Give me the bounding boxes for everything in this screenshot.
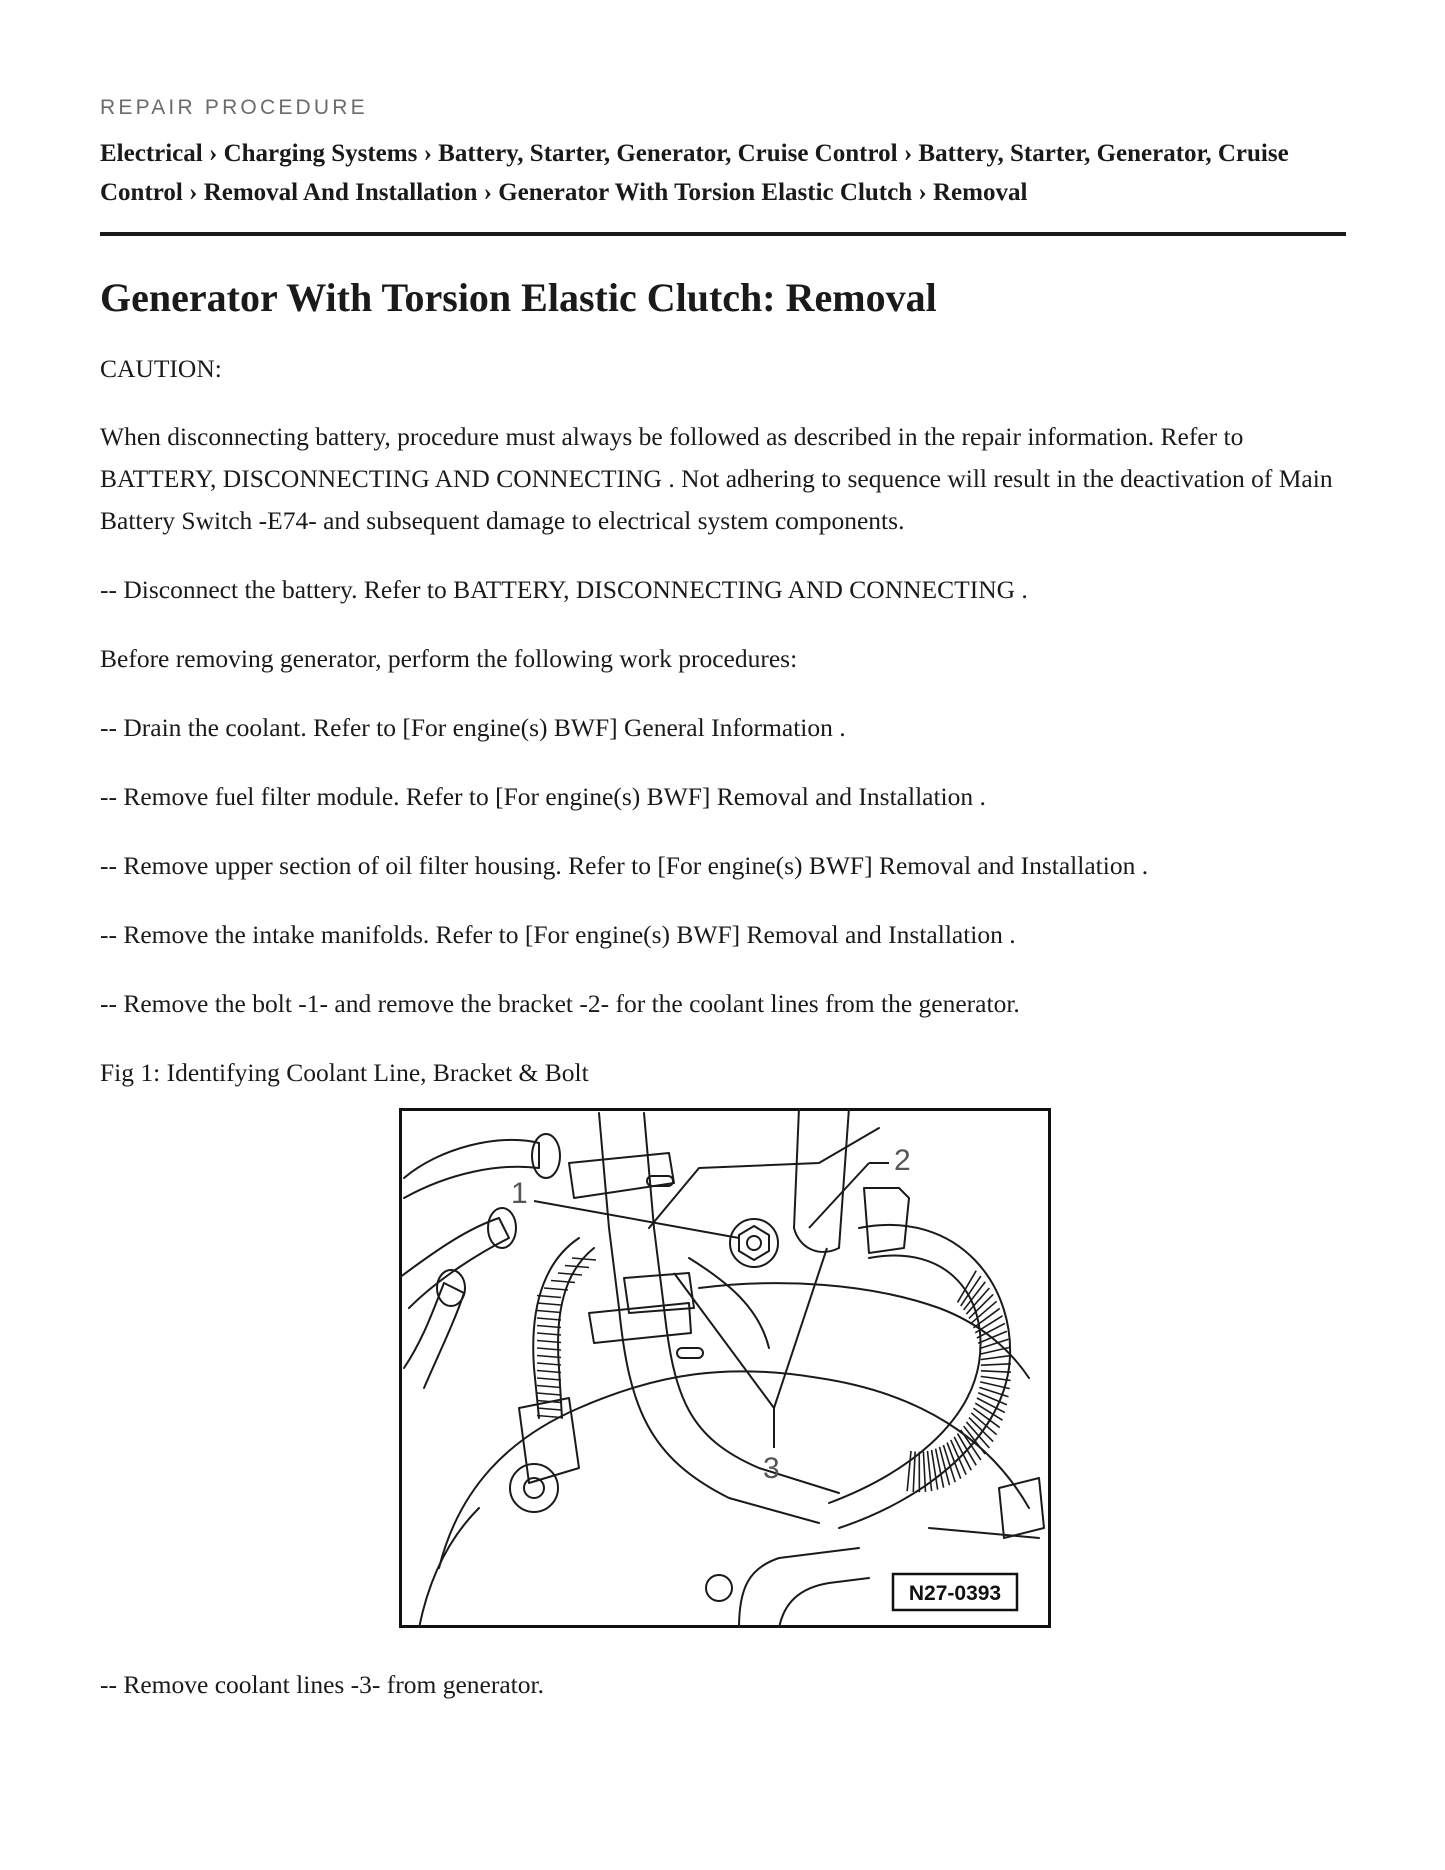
- intro-before-removing: Before removing generator, perform the following work procedures:: [100, 644, 798, 673]
- breadcrumb-item[interactable]: Generator With Torsion Elastic Clutch: [498, 179, 913, 206]
- step-remove-intake-manifolds: -- Remove the intake manifolds. Refer to [For engine(s) BWF] Removal and Installation .: [100, 920, 1016, 949]
- breadcrumb-separator: ›: [483, 179, 492, 206]
- breadcrumb-separator: ›: [423, 140, 432, 167]
- page-title: Generator With Torsion Elastic Clutch: Removal: [100, 275, 937, 320]
- step-remove-bolt-bracket: -- Remove the bolt -1- and remove the bracket -2- for the coolant lines from the generator.: [100, 989, 1020, 1018]
- document-page: [100, 94, 1346, 1699]
- callout-1: 1: [511, 1177, 528, 1210]
- breadcrumb-item-current: Removal: [932, 179, 1028, 206]
- step-disconnect-battery: -- Disconnect the battery. Refer to BATTERY, DISCONNECTING AND CONNECTING .: [100, 575, 1028, 604]
- step-remove-fuel-filter: -- Remove fuel filter module. Refer to [For engine(s) BWF] Removal and Installation .: [100, 782, 986, 811]
- caution-label: CAUTION:: [100, 354, 222, 383]
- figure-caption: Fig 1: Identifying Coolant Line, Bracket & Bolt: [100, 1058, 589, 1087]
- breadcrumb-item[interactable]: Charging Systems: [223, 140, 418, 167]
- breadcrumb: [100, 134, 1346, 212]
- breadcrumb-separator: ›: [208, 140, 218, 167]
- breadcrumb-item[interactable]: Battery, Starter, Generator, Cruise Control: [438, 140, 898, 167]
- caution-text: When disconnecting battery, procedure must always be followed as described in the repair information. Refer to BATTERY, DISCONNECTING AND CONNECTING . Not adhering to sequence will result in the deactivation of Main Battery Switch -E74- and subsequent damage to electrical system components.: [100, 422, 1333, 535]
- breadcrumb-separator: ›: [918, 179, 927, 206]
- breadcrumb-item[interactable]: Removal And Installation: [203, 179, 478, 206]
- callout-3: 3: [763, 1452, 780, 1485]
- callout-2: 2: [894, 1144, 911, 1177]
- section-eyebrow: REPAIR PROCEDURE: [100, 96, 368, 119]
- step-drain-coolant: -- Drain the coolant. Refer to [For engine(s) BWF] General Information .: [100, 713, 846, 742]
- step-remove-oil-filter-housing: -- Remove upper section of oil filter housing. Refer to [For engine(s) BWF] Removal and Installation .: [100, 851, 1149, 880]
- breadcrumb-separator: ›: [189, 179, 198, 206]
- breadcrumb-separator: ›: [903, 140, 913, 167]
- header-divider: [100, 232, 1346, 236]
- breadcrumb-item[interactable]: Electrical: [100, 140, 203, 167]
- step-remove-coolant-lines: -- Remove coolant lines -3- from generator.: [100, 1670, 544, 1699]
- figure-coolant-line-illustration: [399, 1108, 1051, 1628]
- breadcrumb-item[interactable]: Battery, Starter, Generator, Cruise Control: [100, 140, 1289, 206]
- figure-code: N27-0393: [908, 1582, 1002, 1605]
